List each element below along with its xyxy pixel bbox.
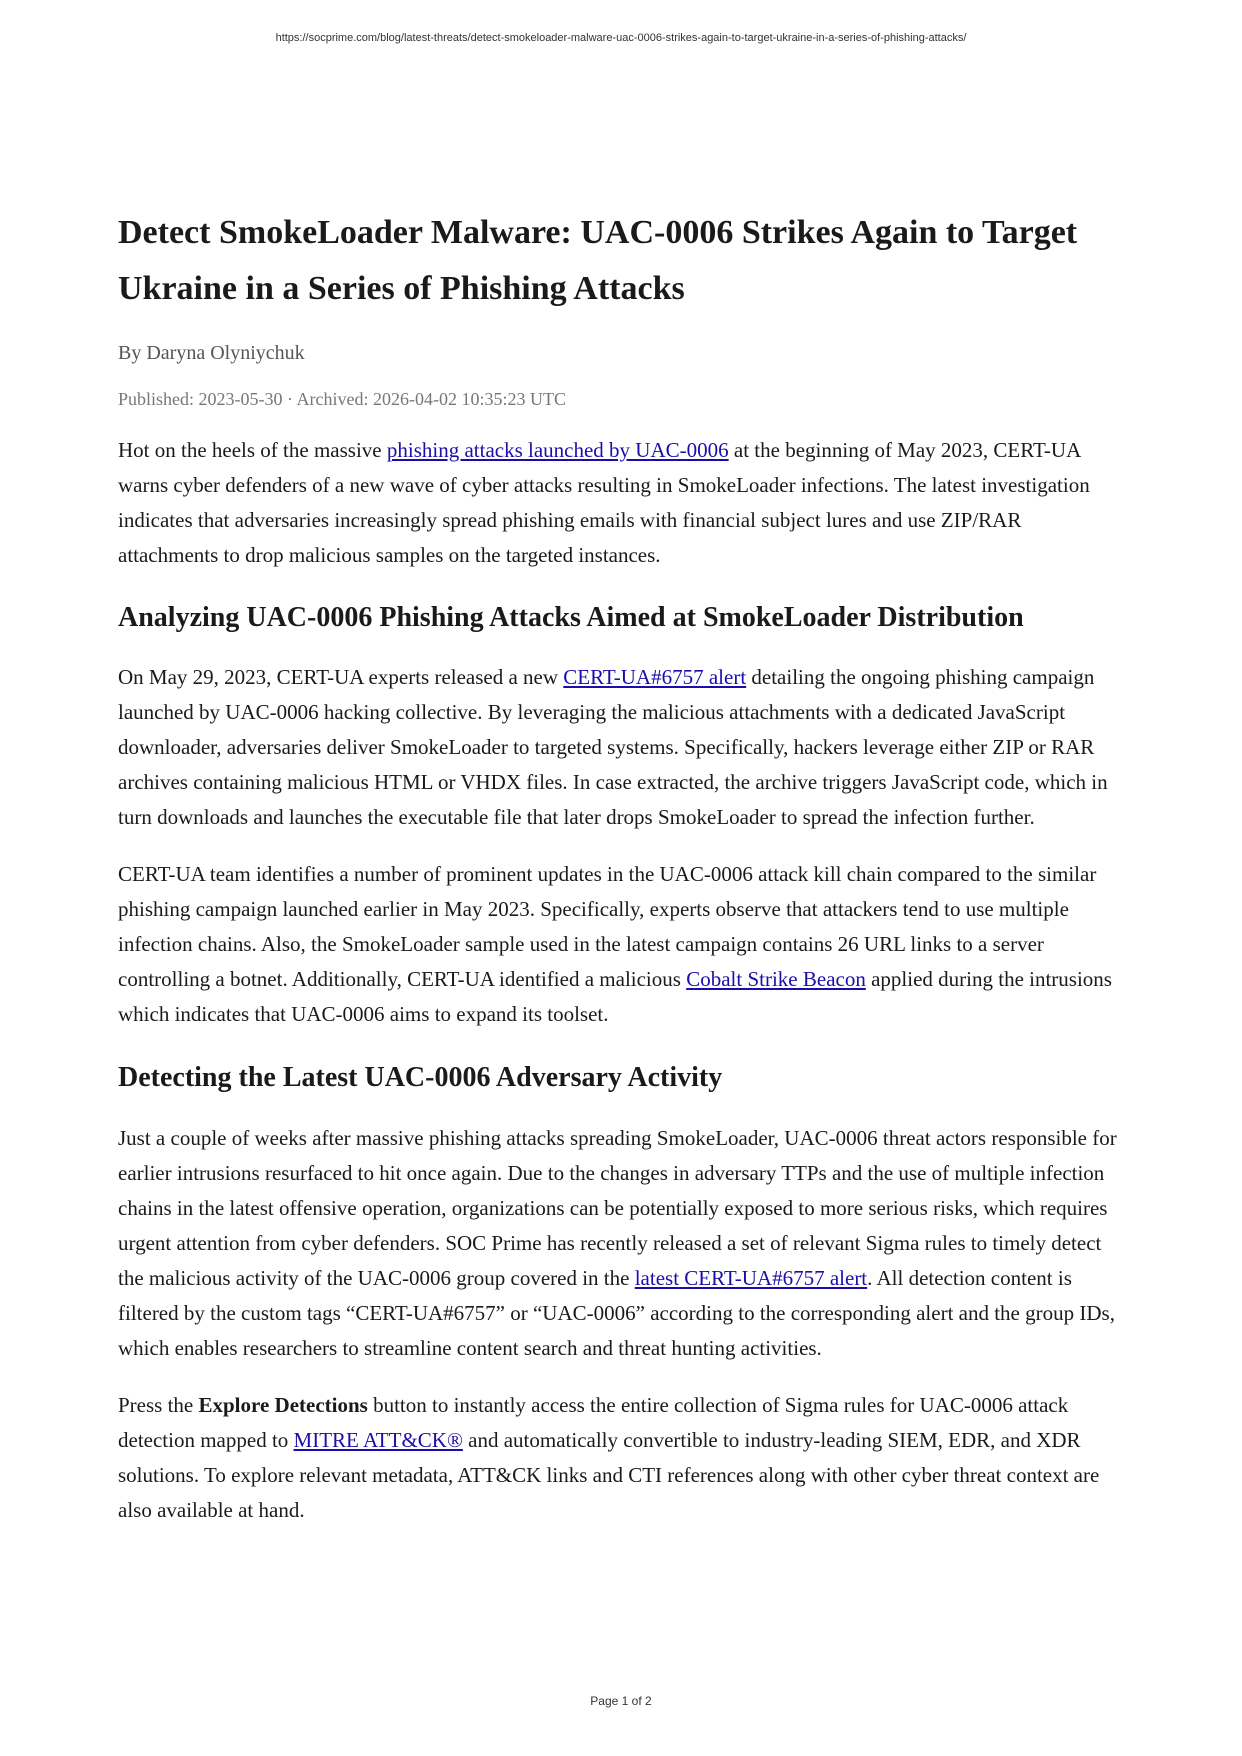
link-latest-cert-ua-alert[interactable]: latest CERT-UA#6757 alert	[634, 1266, 868, 1290]
explore-detections-label: Explore Detections	[198, 1393, 368, 1417]
publish-meta: Published: 2023-05-30 · Archived: 2026-04-02 10:35:23 UTC	[118, 389, 566, 409]
link-mitre-attack[interactable]: MITRE ATT&CK®	[293, 1428, 463, 1452]
author-byline: By Daryna Olyniychuk	[118, 342, 305, 364]
page-url: https://socprime.com/blog/latest-threats/detect-smokeloader-malware-uac-0006-strikes-again-to-target-ukraine-in-a-series-of-phishing-attacks/	[275, 32, 967, 44]
section-heading-detecting: Detecting the Latest UAC-0006 Adversary Activity	[118, 1062, 723, 1093]
section-heading-analyzing: Analyzing UAC-0006 Phishing Attacks Aimed at SmokeLoader Distribution	[118, 602, 1024, 633]
link-cobalt-strike[interactable]: Cobalt Strike Beacon	[686, 967, 866, 991]
link-phishing-attacks[interactable]: phishing attacks launched by UAC-0006	[386, 438, 729, 462]
link-cert-ua-alert[interactable]: CERT-UA#6757 alert	[563, 665, 747, 689]
paragraph-detection: Just a couple of weeks after massive phishing attacks spreading SmokeLoader, UAC-0006 threat actors responsible for earlier intrusions resurfaced to hit once again. Due to the changes in adversary TTPs and the use of multiple infection chains in the latest offensive operation, organizations can be potentially exposed to more serious risks, which requires urgent attention from cyber defenders. SOC Prime has recently released a set of relevant Sigma rules to timely detect the malicious activity of the UAC-0006 group covered in the latest CERT-UA#6757 alert. All detection content is filtered by the custom tags “CERT-UA#6757” or “UAC-0006” according to the corresponding alert and the group IDs, which enables researchers to streamline content search and threat hunting activities.	[118, 1126, 1117, 1360]
paragraph-explore: Press the Explore Detections button to instantly access the entire collection of Sigma rules for UAC-0006 attack detection mapped to MITRE ATT&CK® and automatically convertible to industry-leading SIEM, EDR, and XDR solutions. To explore relevant metadata, ATT&CK links and CTI references along with other cyber threat context are also available at hand.	[118, 1393, 1100, 1522]
paragraph-updates: CERT-UA team identifies a number of prominent updates in the UAC-0006 attack kill chain compared to the similar phishing campaign launched earlier in May 2023. Specifically, experts observe that attackers tend to use multiple infection chains. Also, the SmokeLoader sample used in the latest campaign contains 26 URL links to a server controlling a botnet. Additionally, CERT-UA identified a malicious Cobalt Strike Beacon applied during the intrusions which indicates that UAC-0006 aims to expand its toolset.	[118, 862, 1112, 1026]
paragraph-intro: Hot on the heels of the massive phishing attacks launched by UAC-0006 at the beginning of May 2023, CERT-UA warns cyber defenders of a new wave of cyber attacks resulting in SmokeLoader infections. The latest investigation indicates that adversaries increasingly spread phishing emails with financial subject lures and use ZIP/RAR attachments to drop malicious samples on the targeted instances.	[118, 438, 1090, 567]
page-number: Page 1 of 2	[590, 1694, 652, 1708]
paragraph-analysis: On May 29, 2023, CERT-UA experts released a new CERT-UA#6757 alert detailing the ongoing phishing campaign launched by UAC-0006 hacking collective. By leveraging the malicious attachments with a dedicated JavaScript downloader, adversaries deliver SmokeLoader to targeted systems. Specifically, hackers leverage either ZIP or RAR archives containing malicious HTML or VHDX files. In case extracted, the archive triggers JavaScript code, which in turn downloads and launches the executable file that later drops SmokeLoader to spread the infection further.	[118, 665, 1108, 829]
article-title: Detect SmokeLoader Malware: UAC-0006 Strikes Again to Target Ukraine in a Series of Phishing Attacks	[118, 214, 1078, 307]
article	[118, 205, 1118, 1528]
